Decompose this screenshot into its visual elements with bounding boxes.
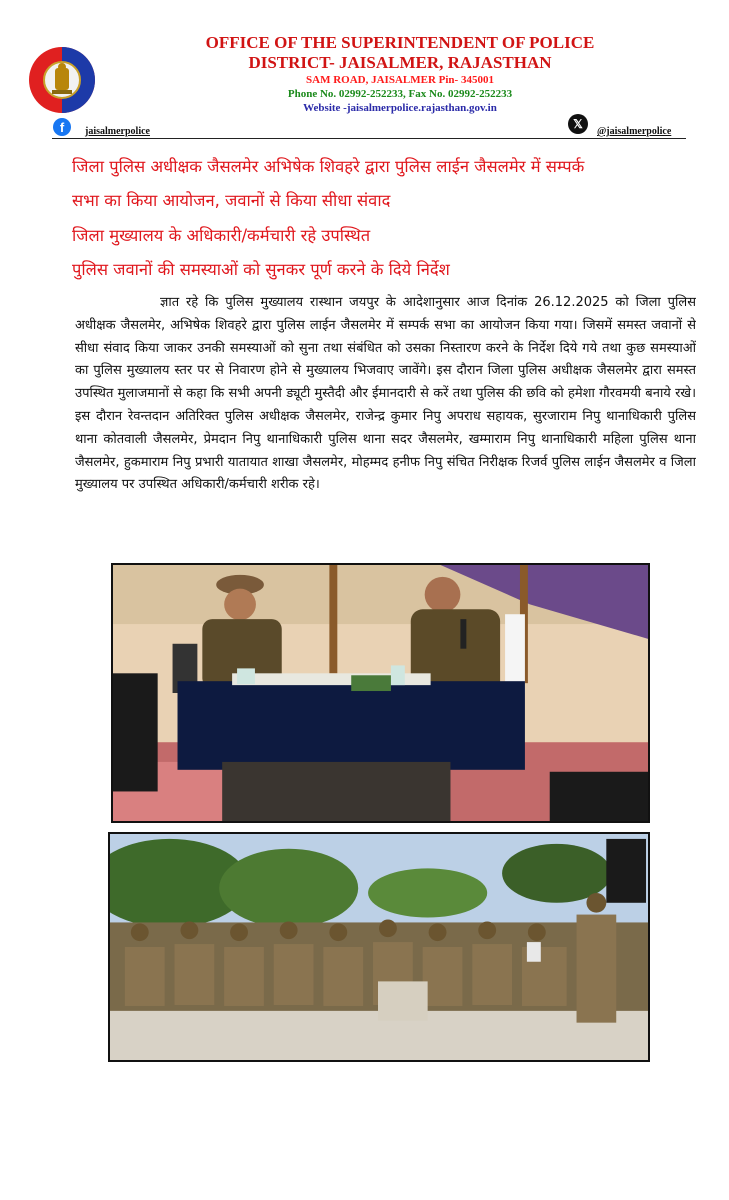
facebook-handle[interactable]: jaisalmerpolice (85, 126, 150, 137)
address-line: SAM ROAD, JAISALMER Pin- 345001 (306, 74, 494, 86)
district-title: DISTRICT- JAISALMER, RAJASTHAN (248, 53, 552, 72)
rajasthan-police-emblem-icon (28, 46, 96, 114)
photo-seated-personnel (108, 832, 650, 1062)
headline-3: जिला मुख्यालय के अधिकारी/कर्मचारी रहे उपस्थित (72, 226, 371, 245)
officers-at-table-photo-icon (113, 565, 648, 821)
office-title: OFFICE OF THE SUPERINTENDENT OF POLICE (205, 33, 595, 52)
x-handle[interactable]: @jaisalmerpolice (597, 126, 672, 137)
website-line[interactable]: Website -jaisalmerpolice.rajasthan.gov.in (303, 102, 497, 114)
header-divider (52, 138, 686, 139)
body-paragraph: ज्ञात रहे कि पुलिस मुख्यालय रास्थान जयपुर के आदेशानुसार आज दिनांक 26.12.2025 को जिला पुलिस अधीक्षक जैसलमेर, अभिषेक शिवहरे द्वारा पुलिस लाईन जैसलमेर में सम्पर्क सभा का आयोजन किया गया। जिसमें समस्त जवानों से सीधा संवाद किया जाकर उनकी समस्याओं को सुना तथा संबंधित को उसका निस्तारण करने के निर्देश दिये गये तथा कुछ समस्याओं का पुलिस मुख्यालय स्तर पर से निवारण होने से मुख्यालय भिजवाए जावेंगे। इस दौरान जिला पुलिस अधीक्षक जैसलमेर द्वारा समस्त उपस्थित मुलाजमानों से कहा कि सभी अपनी ड्यूटी मुस्तैदी और ईमानदारी से करें तथा पुलिस की छवि को हमेशा गौरवमयी बनाये रखे। इस दौरान रेवन्तदान अतिरिक्त पुलिस अधीक्षक जैसलमेर, राजेन्द्र कुमार निपु अपराध सहायक, सुरजाराम निपु थानाधिकारी पुलिस थाना कोतवाली जैसलमेर, प्रेमदान निपु थानाधिकारी पुलिस थाना सदर जैसलमेर, खम्माराम निपु थानाधिकारी महिला पुलिस थाना जैसलमेर, हुकमाराम निपु प्रभारी यातायात शाखा जैसलमेर, मोहम्मद हनीफ निपु संचित निरीक्षक रिजर्व पुलिस लाईन जैसलमेर व जिला मुख्यालय पर उपस्थित अधिकारी/कर्मचारी शरीक रहे। (75, 295, 696, 493)
phone-line: Phone No. 02992-252233, Fax No. 02992-252233 (287, 88, 513, 100)
police-logo (28, 46, 96, 114)
x-logo-icon[interactable]: 𝕏 (568, 114, 588, 134)
seated-police-personnel-photo-icon (110, 834, 648, 1060)
headline-1: जिला पुलिस अधीक्षक जैसलमेर अभिषेक शिवहरे द्वारा पुलिस लाईन जैसलमेर में सम्पर्क (72, 157, 585, 176)
photo-officers-at-table (111, 563, 650, 823)
facebook-icon[interactable]: f (53, 118, 71, 136)
headline-4: पुलिस जवानों की समस्याओं को सुनकर पूर्ण करने के दिये निर्देश (72, 260, 450, 279)
headline-2: सभा का किया आयोजन, जवानों से किया सीधा संवाद (72, 191, 391, 210)
